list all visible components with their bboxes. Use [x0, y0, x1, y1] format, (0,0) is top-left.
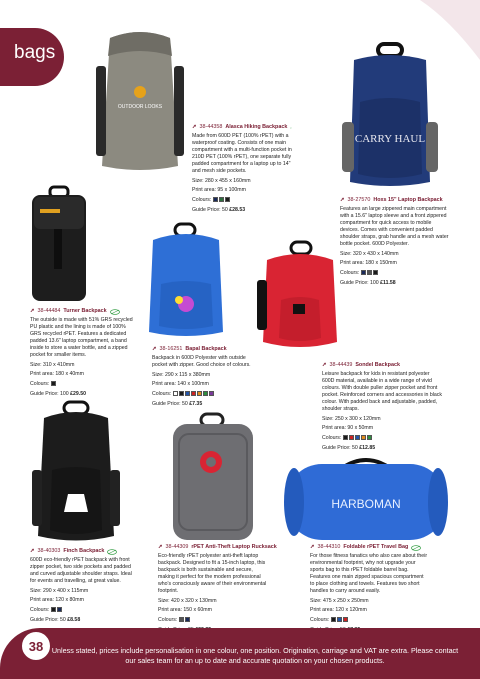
footer-text: Unless stated, prices include personalisation in one colour, one position. Origination, carriage and VAT are extra. Please contact our sales team for an up to date and accurate quotation on your chosen products. — [51, 646, 459, 665]
colour-swatch — [51, 381, 56, 386]
product-desc: Backpack in 600D Polyester with outside pocket with zipper. Good choice of colours. — [152, 355, 251, 368]
price-value: £7.35 — [189, 401, 203, 407]
colour-swatch — [191, 391, 196, 396]
product-colours — [158, 617, 270, 624]
product-colours — [30, 381, 135, 388]
section-title: bags — [14, 42, 56, 63]
product-price — [192, 207, 292, 214]
bag-print-text-harbour: HARBOMAN — [331, 497, 401, 511]
colour-swatches — [173, 391, 215, 397]
product-size: Size: 290 x 115 x 380mm — [152, 372, 211, 378]
price-value: £12.85 — [359, 445, 376, 451]
product-finch — [30, 548, 135, 624]
colour-swatch — [337, 617, 342, 622]
product-desc: Leisure backpack for kids in resistant polyester 600D material, available in a wide range of vivid colours. With double puller zipper pocket and front pocket. Reinforced corners and accessories in black colour. With padded back and adjustable, padded, shoulder straps. — [322, 371, 442, 412]
colour-swatch — [203, 391, 208, 396]
product-title — [192, 124, 292, 131]
colour-swatch — [349, 435, 354, 440]
product-turner — [30, 308, 135, 398]
product-alasca — [192, 124, 292, 214]
hoxs-backpack-image — [340, 42, 440, 192]
product-colours — [310, 617, 428, 624]
price-value: £29.50 — [70, 391, 86, 397]
colour-swatch — [219, 197, 224, 202]
arrow-icon: ➚ — [30, 548, 35, 554]
colour-swatch — [367, 435, 372, 440]
colour-swatch — [331, 617, 336, 622]
colour-swatch — [179, 617, 184, 622]
arrow-icon: ➚ — [158, 544, 163, 550]
colours-label: Colours: — [152, 391, 172, 397]
colour-swatches — [361, 270, 379, 276]
travel-bag-image — [282, 450, 450, 545]
product-price — [30, 391, 135, 398]
leaf-icon — [107, 549, 117, 555]
colours-label: Colours: — [158, 617, 178, 623]
product-colours — [152, 391, 252, 398]
product-colours — [30, 607, 135, 614]
product-title — [322, 362, 442, 369]
product-print-area: Print area: 150 x 60mm — [158, 607, 212, 613]
colour-swatch — [57, 607, 62, 612]
product-size: Size: 280 x 455 x 160mm — [192, 178, 251, 184]
product-name: Finch Backpack — [63, 548, 105, 554]
product-title — [340, 197, 450, 204]
arrow-icon: ➚ — [340, 197, 345, 203]
product-desc: Eco-friendly rPET polyester anti-theft laptop backpack. Designed to fit a 15-inch laptop, this backpack is both sustainable and secure, making it perfect for the modern professional who's consciously aware of their environmental footprint. — [158, 553, 267, 594]
colour-swatch — [343, 435, 348, 440]
price-value: £11.58 — [380, 280, 396, 286]
product-size: Size: 250 x 300 x 120mm — [322, 416, 381, 422]
colour-swatch — [373, 270, 378, 275]
leaf-icon — [411, 545, 421, 551]
product-name: Alasca Hiking Backpack — [225, 124, 288, 130]
alasca-backpack-image — [90, 26, 190, 176]
colour-swatch — [51, 607, 56, 612]
finch-backpack-image — [30, 400, 122, 545]
product-desc: For those fitness fanatics who also care about their environmental footprint, why not upgrade your sports bag to this rPET foldable barrel bag. Features one main zipped spacious compartment to place clothing and towels. Features two short handles to carry around easily. — [310, 553, 428, 594]
product-size: Size: 310 x 410mm — [30, 362, 75, 368]
product-price — [340, 280, 450, 287]
colours-label: Colours: — [30, 607, 50, 613]
product-print-area: Print area: 180 x 40mm — [30, 371, 84, 377]
colour-swatch — [197, 391, 202, 396]
colour-swatch — [361, 435, 366, 440]
product-desc: The outside is made with 51% GRS recycled PU plastic and the lining is made of 100% GRS recycled rPET. Features a dedicated padded 13.6" laptop compartment, a band inside to store a water bottle, and a zipped pocket for smaller items. — [30, 317, 133, 358]
colour-swatches — [179, 617, 191, 623]
product-print-area: Print area: 140 x 100mm — [152, 381, 209, 387]
product-name: Bapal Backpack — [185, 346, 227, 352]
price-label: Guide Price: 50 — [30, 617, 66, 623]
colour-swatch — [179, 391, 184, 396]
product-name: Turner Backpack — [63, 308, 107, 314]
product-antitheft — [158, 544, 277, 634]
colour-swatch — [225, 197, 230, 202]
product-price — [152, 401, 252, 408]
product-size: Size: 475 x 250 x 250mm — [310, 598, 369, 604]
product-code: 38-44439 — [329, 362, 353, 368]
product-price — [30, 617, 135, 624]
colour-swatches — [343, 435, 373, 441]
product-title — [30, 548, 135, 555]
colour-swatch — [343, 617, 348, 622]
product-name: Sondel Backpack — [355, 362, 400, 368]
product-name: rPET Anti-Theft Laptop Rucksack — [191, 544, 277, 550]
bag-print-text-carry: CARRY HAUL — [354, 133, 426, 145]
product-code: 38-40303 — [37, 548, 61, 554]
colour-swatch — [361, 270, 366, 275]
product-colours — [340, 270, 450, 277]
arrow-icon: ➚ — [310, 544, 315, 550]
product-title — [158, 544, 277, 551]
section-tab — [0, 28, 64, 86]
product-title — [152, 346, 252, 353]
colours-label: Colours: — [322, 435, 342, 441]
arrow-icon: ➚ — [322, 362, 327, 368]
product-code: 38-44484 — [37, 308, 61, 314]
antitheft-rucksack-image — [165, 412, 260, 542]
product-print-area: Print area: 90 x 50mm — [322, 425, 374, 431]
colour-swatches — [51, 381, 57, 387]
product-code: 38-44310 — [317, 544, 341, 550]
colour-swatches — [331, 617, 349, 623]
price-label: Guide Price: 100 — [30, 391, 69, 397]
colours-label: Colours: — [30, 381, 50, 387]
colour-swatch — [185, 617, 190, 622]
sondel-backpack-image — [255, 240, 345, 352]
price-value: £28.53 — [229, 207, 246, 213]
product-desc: 600D eco-friendly rPET backpack with front zipper pocket, two side pockets and padded and curved adjustable shoulder straps. Ideal for events and travelling, at great value. — [30, 557, 132, 584]
product-size: Size: 320 x 430 x 140mm — [340, 251, 399, 257]
colour-swatch — [367, 270, 372, 275]
colour-swatch — [213, 197, 218, 202]
colour-swatch — [173, 391, 178, 396]
product-bapal — [152, 346, 252, 408]
colours-label: Colours: — [340, 270, 360, 276]
product-code: 38-16251 — [159, 346, 183, 352]
arrow-icon: ➚ — [152, 346, 157, 352]
colour-swatch — [355, 435, 360, 440]
product-print-area: Print area: 120 x 120mm — [310, 607, 367, 613]
product-code: 38-44358 — [199, 124, 223, 130]
colour-swatch — [185, 391, 190, 396]
colours-label: Colours: — [192, 197, 212, 203]
leaf-icon — [110, 309, 120, 315]
price-label: Guide Price: 50 — [322, 445, 358, 451]
product-price — [322, 445, 442, 452]
arrow-icon: ➚ — [192, 124, 197, 130]
product-desc: Made from 600D PET (100% rPET) with a waterproof coating. Consists of one main compartment with a multi-function pocket in 210D PET (100% rPET), one separate fully padded compartment for a laptop up to 14" and mesh side pockets. — [192, 133, 292, 174]
product-print-area: Print area: 95 x 100mm — [192, 187, 246, 193]
colour-swatches — [51, 607, 63, 613]
product-print-area: Print area: 120 x 80mm — [30, 597, 84, 603]
product-sondel — [322, 362, 442, 452]
product-code: 38-44309 — [165, 544, 189, 550]
product-print-area: Print area: 180 x 150mm — [340, 260, 397, 266]
price-label: Guide Price: 50 — [152, 401, 188, 407]
product-title — [30, 308, 135, 315]
product-travelbag — [310, 544, 428, 634]
product-size: Size: 290 x 400 x 115mm — [30, 588, 89, 594]
colour-swatch — [209, 391, 214, 396]
arrow-icon: ➚ — [30, 308, 35, 314]
price-label: Guide Price: 100 — [340, 280, 379, 286]
product-title — [310, 544, 428, 551]
price-value: £8.58 — [67, 617, 81, 623]
product-code: 38-27570 — [347, 197, 371, 203]
footer-band — [0, 628, 480, 679]
product-desc: Features an large zippered main compartment with a 15.6" laptop sleeve and a front zippered compartment for quick access to mobile devices. Comes with convenient padded shoulder straps, grab handle and a mesh water bottle pocket. 600D Polyester. — [340, 206, 449, 247]
price-label: Guide Price: 50 — [192, 207, 228, 213]
colours-label: Colours: — [310, 617, 330, 623]
product-name: Hoxs 15" Laptop Backpack — [373, 197, 443, 203]
leaf-icon — [290, 125, 292, 131]
bapal-backpack-image — [145, 222, 227, 340]
turner-backpack-image — [26, 185, 92, 305]
product-size: Size: 420 x 320 x 130mm — [158, 598, 217, 604]
product-hoxs — [340, 197, 450, 287]
product-name: Foldable rPET Travel Bag — [343, 544, 409, 550]
product-colours — [192, 197, 292, 204]
product-colours — [322, 435, 442, 442]
page-number: 38 — [20, 630, 52, 662]
bag-logo-text: OUTDOOR LOOKS — [117, 104, 163, 110]
colour-swatches — [213, 197, 231, 203]
